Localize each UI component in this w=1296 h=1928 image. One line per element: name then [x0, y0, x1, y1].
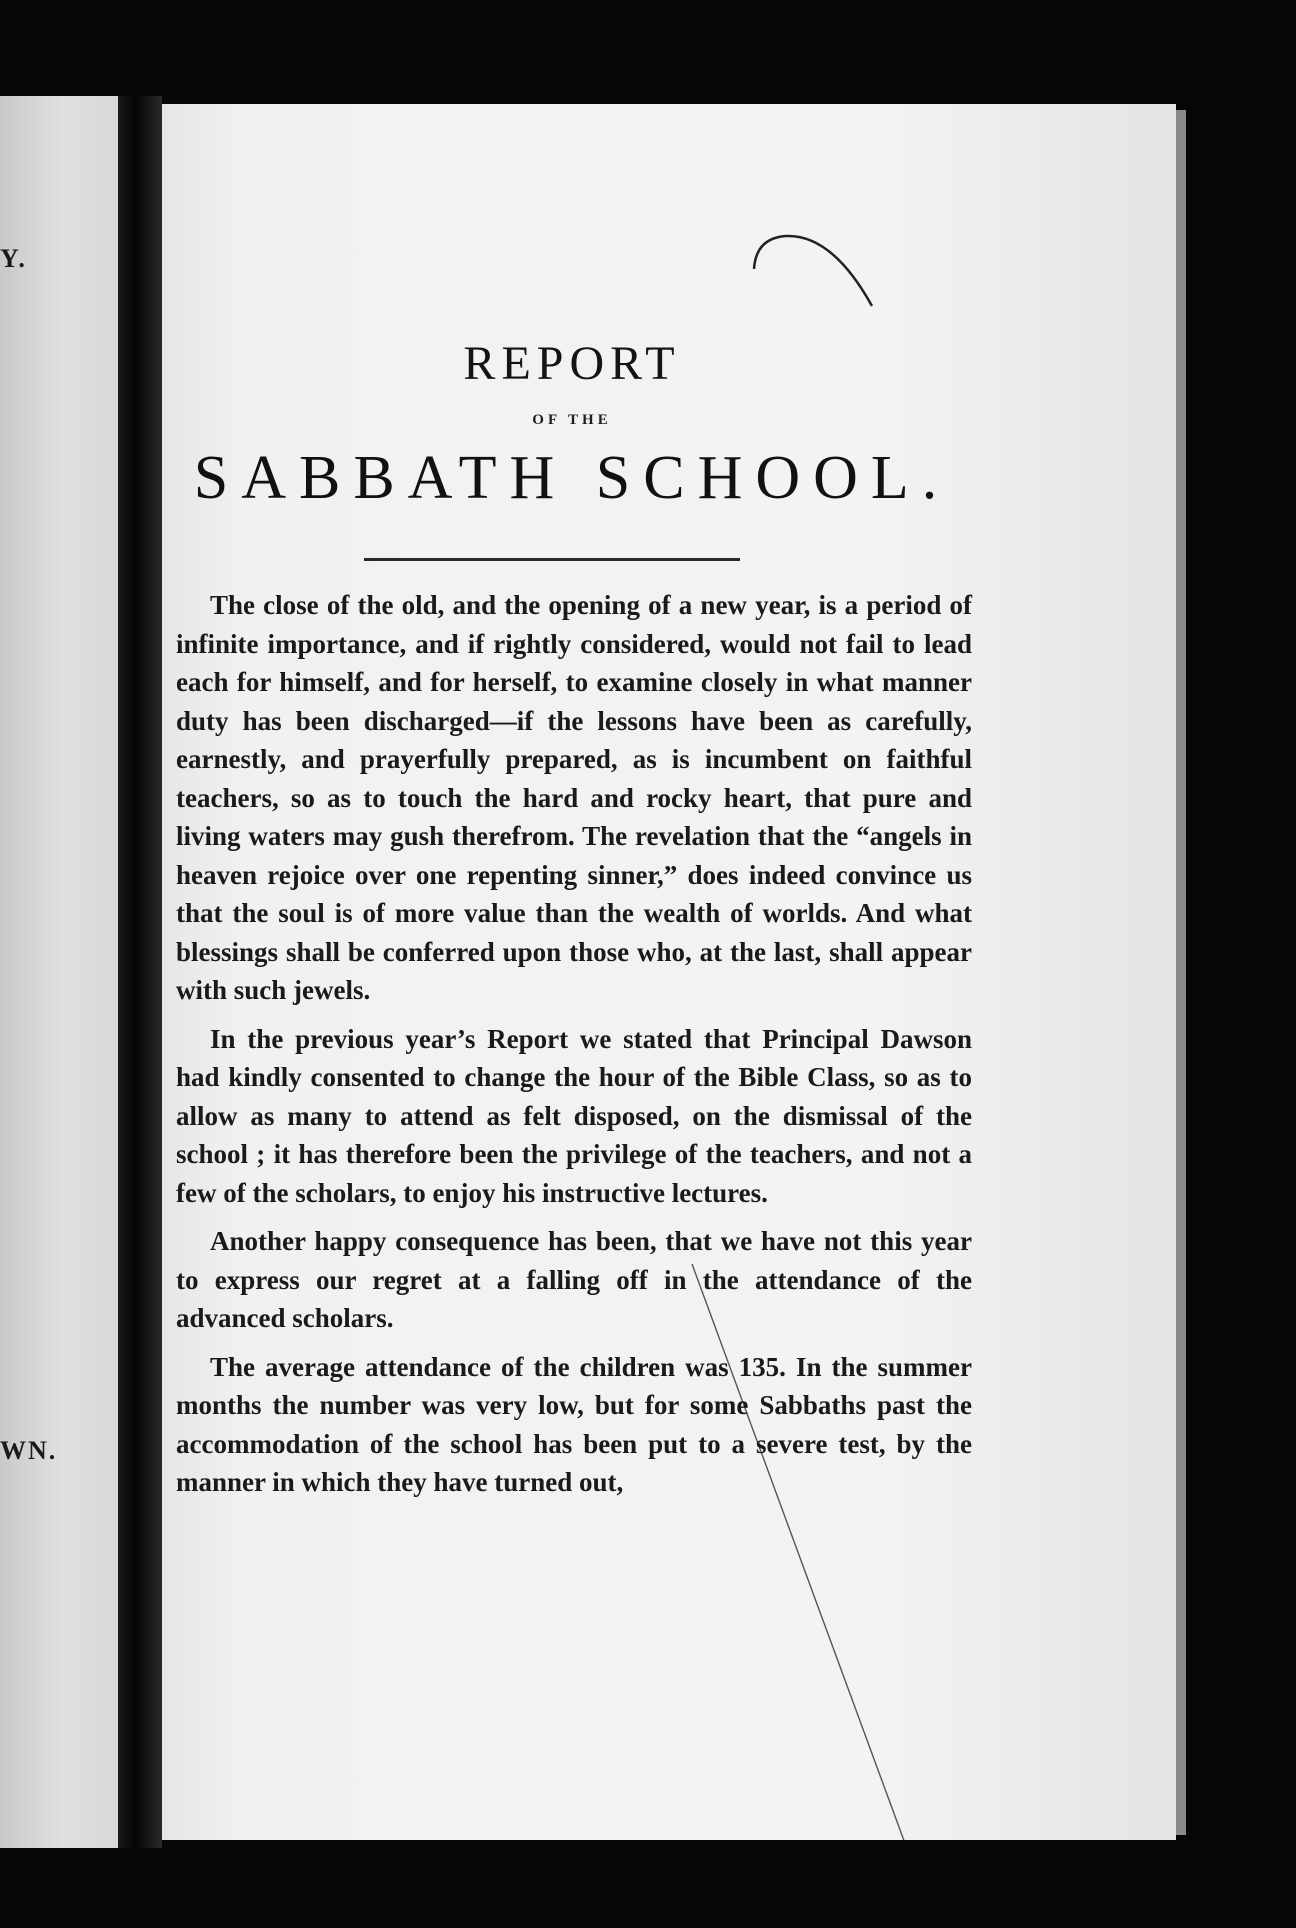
paragraph-attendance-advanced: Another happy consequence has been, that we have not this year to express our regret at a falling off in the attendance of the advanced scholars. [176, 1226, 972, 1333]
heading-divider-rule [364, 558, 740, 561]
page-edge-shadow [1176, 110, 1186, 1835]
paragraph-bible-class: In the previous year’s Report we stated that Principal Dawson had kindly consented to change the hour of the Bible Class, so as to allow as many to attend as felt disposed, on the dismissal of the school ; it has therefore been the privilege of the teachers, and not a few of the scholars, to enjoy his instructive lectures. [176, 1023, 972, 1208]
book-gutter [118, 96, 162, 1848]
paragraph-new-year: The close of the old, and the opening of a new year, is a period of infinite importance, and if rightly considered, would not fail to lead each for himself, and for herself, to examine closely in what manner duty has been discharged—if the lessons have been as carefully, earnestly, and prayerfully prepared, as is incumbent on faithful teachers, so as to touch the hard and rocky heart, that pure and living waters may gush therefrom. The revelation that the “angels in heaven rejoice over one repenting sinner,” does indeed convince us that the soul is of more value than the wealth of worlds. And what blessings shall be conferred upon those who, at the last, shall appear with such jewels. [176, 590, 972, 1005]
heading-sabbath-school: SABBATH SCHOOL. [193, 444, 951, 512]
heading-report: REPORT [463, 337, 681, 390]
report-body [176, 586, 972, 1512]
document-page [162, 104, 1176, 1840]
report-heading [162, 337, 982, 512]
paragraph-average-attendance: The average attendance of the children was 135. In the summer months the number was very low, but for some Sabbaths past the accommodation of the school has been put to a severe test, by the manner in which they have turned out, [176, 1351, 972, 1497]
facing-page-text-fragment-bottom: WN. [0, 1436, 58, 1465]
pen-mark-scribble [742, 224, 892, 314]
heading-of-the: OF THE [532, 412, 612, 428]
facing-page-text-fragment-top: Y. [0, 244, 27, 273]
